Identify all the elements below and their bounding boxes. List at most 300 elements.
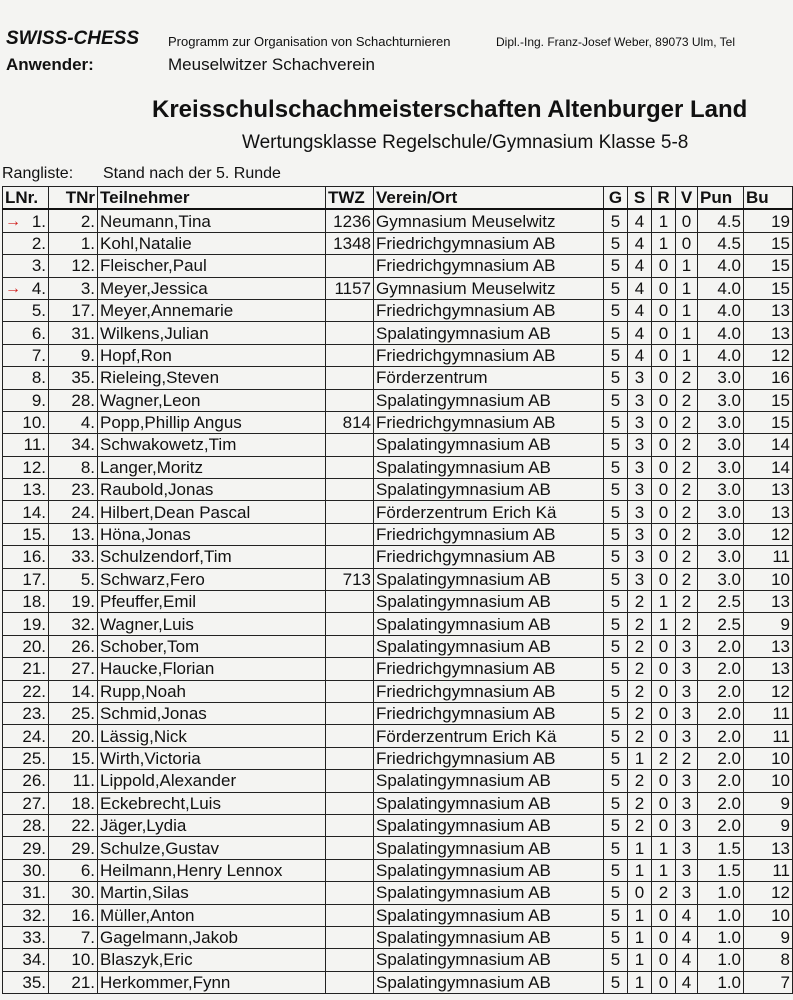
points-cell-text: 3.0 (717, 502, 741, 522)
losses-cell-text: 1 (681, 323, 692, 343)
games-cell-text: 5 (610, 435, 621, 455)
participant-cell (98, 232, 326, 254)
club-cell-text: Spalatingymnasium AB (376, 905, 551, 925)
ranking-label: Rangliste: (2, 165, 74, 182)
tnr-cell-text: 21. (71, 972, 95, 992)
games-cell-text: 5 (610, 793, 621, 813)
participant-cell-text: Martin,Silas (100, 883, 189, 903)
lnr-cell (3, 904, 49, 926)
draws-cell (652, 680, 676, 702)
games-cell-text: 5 (610, 726, 621, 746)
losses-cell (676, 299, 698, 321)
tnr-cell-text: 35. (71, 368, 95, 388)
tnr-cell-text: 27. (71, 659, 95, 679)
ranking-rows (3, 209, 793, 993)
buchholz-cell (744, 904, 793, 926)
wins-cell-text: 4 (634, 345, 645, 365)
lnr-cell (3, 591, 49, 613)
draws-cell (652, 322, 676, 344)
table-row (3, 568, 793, 590)
tnr-cell-text: 32. (71, 614, 95, 634)
losses-cell (676, 725, 698, 747)
table-row (3, 277, 793, 299)
games-cell-text: 5 (610, 950, 621, 970)
wins-cell (628, 658, 652, 680)
tnr-cell-text: 30. (71, 883, 95, 903)
lnr-cell (3, 792, 49, 814)
games-cell (604, 389, 628, 411)
participant-cell (98, 949, 326, 971)
buchholz-cell (744, 725, 793, 747)
twz-cell (326, 926, 374, 948)
losses-cell-text: 1 (681, 345, 692, 365)
tnr-cell-text: 10. (71, 950, 95, 970)
buchholz-cell-text: 13 (771, 838, 790, 858)
table-row (3, 926, 793, 948)
tnr-cell (49, 411, 98, 433)
draws-cell-text: 0 (658, 457, 669, 477)
tnr-cell-text: 14. (71, 681, 95, 701)
participant-cell-text: Lippold,Alexander (100, 771, 237, 791)
wins-cell (628, 501, 652, 523)
buchholz-cell-text: 9 (780, 793, 790, 813)
games-cell-text: 5 (610, 569, 621, 589)
points-cell (698, 299, 744, 321)
draws-cell (652, 479, 676, 501)
twz-cell-text: 713 (342, 569, 371, 589)
draws-cell-text: 0 (658, 278, 669, 298)
losses-cell-text: 3 (681, 816, 692, 836)
wins-cell-text: 3 (634, 569, 645, 589)
draws-cell (652, 747, 676, 769)
twz-cell-text: 1236 (333, 211, 371, 231)
draws-cell (652, 702, 676, 724)
tnr-cell-text: 34. (71, 435, 95, 455)
participant-cell (98, 971, 326, 993)
wins-cell-text: 3 (634, 457, 645, 477)
buchholz-cell-text: 13 (771, 502, 790, 522)
lnr-cell-text: 23. (22, 704, 46, 724)
buchholz-cell-text: 15 (771, 390, 790, 410)
games-cell (604, 456, 628, 478)
buchholz-cell (744, 523, 793, 545)
wins-cell-text: 3 (634, 435, 645, 455)
games-cell-text: 5 (610, 704, 621, 724)
buchholz-cell-text: 15 (771, 278, 790, 298)
club-cell-text: Friedrichgymnasium AB (376, 413, 556, 433)
club-cell (374, 568, 604, 590)
participant-cell-text: Raubold,Jonas (100, 480, 214, 500)
games-cell (604, 501, 628, 523)
tnr-cell (49, 926, 98, 948)
games-cell (604, 702, 628, 724)
club-cell-text: Friedrichgymnasium AB (376, 301, 556, 321)
participant-cell-text: Neumann,Tina (100, 211, 211, 231)
losses-cell-text: 1 (681, 278, 692, 298)
tnr-cell (49, 367, 98, 389)
participant-cell-text: Höna,Jonas (100, 525, 191, 545)
participant-cell (98, 770, 326, 792)
twz-cell-text: 1157 (334, 278, 371, 298)
buchholz-cell (744, 837, 793, 859)
games-cell (604, 882, 628, 904)
buchholz-cell-text: 9 (780, 928, 790, 948)
draws-cell (652, 859, 676, 881)
buchholz-cell (744, 389, 793, 411)
club-cell-text: Friedrichgymnasium AB (376, 345, 556, 365)
tnr-cell (49, 725, 98, 747)
draws-cell-text: 0 (658, 972, 669, 992)
points-cell (698, 479, 744, 501)
club-cell-text: Spalatingymnasium AB (376, 323, 551, 343)
points-cell (698, 949, 744, 971)
lnr-cell-text: 25. (22, 748, 46, 768)
games-cell-text: 5 (610, 614, 621, 634)
losses-cell-text: 3 (681, 726, 692, 746)
points-cell (698, 635, 744, 657)
twz-cell (326, 770, 374, 792)
draws-cell (652, 658, 676, 680)
draws-cell-text: 0 (658, 905, 669, 925)
participant-cell-text: Kohl,Natalie (100, 233, 192, 253)
losses-cell-text: 2 (681, 748, 692, 768)
draws-cell-text: 0 (658, 368, 669, 388)
draws-cell-text: 0 (658, 681, 669, 701)
wins-cell (628, 299, 652, 321)
games-cell (604, 613, 628, 635)
games-cell-text: 5 (610, 592, 621, 612)
draws-cell (652, 591, 676, 613)
games-cell (604, 859, 628, 881)
club-cell-text: Friedrichgymnasium AB (376, 681, 556, 701)
participant-cell-text: Hilbert,Dean Pascal (100, 502, 251, 522)
club-cell-text: Spalatingymnasium AB (376, 771, 551, 791)
tnr-cell (49, 434, 98, 456)
lnr-cell (3, 434, 49, 456)
wins-cell-text: 2 (634, 704, 645, 724)
games-cell-text: 5 (610, 928, 621, 948)
buchholz-cell-text: 19 (771, 211, 790, 231)
participant-cell-text: Schulze,Gustav (100, 838, 220, 858)
draws-cell (652, 299, 676, 321)
draws-cell (652, 367, 676, 389)
points-cell (698, 411, 744, 433)
participant-cell (98, 299, 326, 321)
wins-cell (628, 837, 652, 859)
losses-cell-text: 2 (681, 457, 692, 477)
tnr-cell (49, 949, 98, 971)
losses-cell-text: 2 (681, 569, 692, 589)
points-cell (698, 747, 744, 769)
buchholz-cell (744, 882, 793, 904)
points-cell-text: 1.5 (717, 860, 741, 880)
games-cell-text: 5 (610, 502, 621, 522)
lnr-cell (3, 680, 49, 702)
buchholz-cell (744, 255, 793, 277)
points-cell-text: 3.0 (717, 413, 741, 433)
losses-cell (676, 926, 698, 948)
tnr-cell-text: 6. (80, 860, 95, 880)
club-cell-text: Friedrichgymnasium AB (376, 748, 556, 768)
buchholz-cell (744, 277, 793, 299)
participant-cell-text: Wagner,Leon (100, 390, 201, 410)
club-cell (374, 904, 604, 926)
points-cell-text: 2.0 (717, 748, 741, 768)
games-cell-text: 5 (610, 637, 621, 656)
draws-cell-text: 0 (658, 793, 669, 813)
tnr-cell-text: 31. (71, 323, 95, 343)
lnr-cell-text: 14. (22, 502, 46, 522)
club-cell (374, 456, 604, 478)
buchholz-cell (744, 814, 793, 836)
draws-cell-text: 0 (658, 569, 669, 589)
twz-cell (326, 456, 374, 478)
twz-cell (326, 209, 374, 232)
buchholz-cell-text: 9 (780, 816, 790, 836)
tnr-cell-text: 19. (71, 592, 95, 612)
lnr-cell-text: 27. (22, 793, 46, 813)
lnr-cell-text: 31. (22, 883, 46, 903)
lnr-cell-text: 8. (31, 368, 46, 388)
points-cell (698, 322, 744, 344)
lnr-cell-text: 17. (22, 569, 46, 589)
twz-cell (326, 523, 374, 545)
draws-cell (652, 411, 676, 433)
club-cell-text: Friedrichgymnasium AB (376, 547, 556, 567)
participant-cell (98, 501, 326, 523)
games-cell (604, 232, 628, 254)
lnr-cell (3, 658, 49, 680)
participant-cell (98, 658, 326, 680)
points-cell-text: 4.0 (717, 345, 741, 365)
wins-cell-text: 4 (634, 301, 645, 321)
participant-cell-text: Popp,Phillip Angus (100, 413, 242, 433)
participant-cell (98, 456, 326, 478)
wins-cell (628, 546, 652, 568)
table-row (3, 613, 793, 635)
games-cell (604, 568, 628, 590)
buchholz-cell (744, 680, 793, 702)
tnr-cell (49, 658, 98, 680)
losses-cell (676, 277, 698, 299)
draws-cell-text: 0 (658, 502, 669, 522)
buchholz-cell-text: 10 (771, 748, 790, 768)
tnr-cell (49, 546, 98, 568)
lnr-cell (3, 725, 49, 747)
club-cell (374, 322, 604, 344)
lnr-cell-text: 11. (23, 435, 46, 455)
participant-cell-text: Fleischer,Paul (100, 256, 207, 276)
club-cell (374, 367, 604, 389)
points-cell-text: 4.0 (717, 301, 741, 321)
twz-cell (326, 613, 374, 635)
table-row (3, 411, 793, 433)
table-row (3, 546, 793, 568)
tnr-cell-text: 1. (80, 233, 95, 253)
participant-cell (98, 523, 326, 545)
wins-cell-text: 1 (634, 838, 645, 858)
tnr-cell (49, 904, 98, 926)
games-cell (604, 658, 628, 680)
wins-cell (628, 568, 652, 590)
draws-cell-text: 1 (658, 614, 669, 634)
draws-cell-text: 0 (658, 435, 669, 455)
twz-cell (326, 255, 374, 277)
lnr-cell (3, 322, 49, 344)
col-header-lnr: LNr. (3, 187, 49, 210)
wins-cell (628, 904, 652, 926)
col-header-buchholz: Bu (744, 187, 793, 210)
games-cell-text: 5 (610, 301, 621, 321)
games-cell-text: 5 (610, 681, 621, 701)
draws-cell (652, 232, 676, 254)
wins-cell-text: 2 (634, 614, 645, 634)
software-description: Programm zur Organisation von Schachturnieren (168, 34, 451, 49)
games-cell (604, 322, 628, 344)
table-row (3, 792, 793, 814)
lnr-cell-text: 34. (22, 950, 46, 970)
wins-cell-text: 2 (634, 681, 645, 701)
participant-cell (98, 209, 326, 232)
participant-cell-text: Eckebrecht,Luis (100, 793, 221, 813)
points-cell-text: 1.0 (717, 972, 741, 992)
buchholz-cell-text: 15 (771, 256, 790, 276)
games-cell-text: 5 (610, 345, 621, 365)
lnr-cell (3, 859, 49, 881)
points-cell-text: 4.5 (717, 211, 741, 231)
col-header-club: Verein/Ort (374, 187, 604, 210)
tnr-cell (49, 568, 98, 590)
wins-cell-text: 2 (634, 726, 645, 746)
wins-cell (628, 859, 652, 881)
games-cell (604, 792, 628, 814)
losses-cell (676, 479, 698, 501)
tnr-cell (49, 680, 98, 702)
participant-cell (98, 344, 326, 366)
participant-cell-text: Rieleing,Steven (100, 368, 220, 388)
twz-cell (326, 747, 374, 769)
lnr-cell-text: 1. (31, 211, 46, 231)
lnr-cell (3, 747, 49, 769)
draws-cell (652, 971, 676, 993)
games-cell-text: 5 (610, 525, 621, 545)
highlight-arrow-icon: → (5, 279, 21, 297)
participant-cell (98, 859, 326, 881)
tnr-cell (49, 792, 98, 814)
losses-cell (676, 456, 698, 478)
wins-cell (628, 635, 652, 657)
points-cell-text: 3.0 (717, 525, 741, 545)
losses-cell (676, 322, 698, 344)
buchholz-cell-text: 8 (780, 950, 790, 970)
club-cell (374, 613, 604, 635)
points-cell (698, 658, 744, 680)
lnr-cell (3, 411, 49, 433)
club-cell (374, 546, 604, 568)
participant-cell (98, 747, 326, 769)
buchholz-cell-text: 15 (771, 233, 790, 253)
buchholz-cell-text: 13 (771, 637, 790, 656)
club-cell (374, 747, 604, 769)
draws-cell-text: 0 (658, 256, 669, 276)
wins-cell-text: 1 (634, 860, 645, 880)
lnr-cell (3, 568, 49, 590)
tnr-cell (49, 389, 98, 411)
lnr-cell-text: 5. (31, 301, 46, 321)
games-cell (604, 635, 628, 657)
participant-cell (98, 882, 326, 904)
games-cell (604, 725, 628, 747)
losses-cell (676, 635, 698, 657)
draws-cell (652, 209, 676, 232)
wins-cell-text: 3 (634, 480, 645, 500)
buchholz-cell-text: 12 (771, 345, 790, 365)
buchholz-cell (744, 949, 793, 971)
buchholz-cell-text: 13 (771, 301, 790, 321)
wins-cell (628, 680, 652, 702)
games-cell (604, 367, 628, 389)
tnr-cell (49, 770, 98, 792)
losses-cell (676, 658, 698, 680)
losses-cell-text: 2 (681, 390, 692, 410)
losses-cell-text: 3 (681, 838, 692, 858)
club-cell (374, 859, 604, 881)
wins-cell-text: 3 (634, 502, 645, 522)
tnr-cell-text: 25. (71, 704, 95, 724)
tnr-cell (49, 814, 98, 836)
club-cell-text: Spalatingymnasium AB (376, 928, 551, 948)
games-cell-text: 5 (610, 233, 621, 253)
draws-cell-text: 0 (658, 525, 669, 545)
participant-cell-text: Hopf,Ron (100, 345, 172, 365)
games-cell (604, 434, 628, 456)
buchholz-cell-text: 11 (772, 547, 790, 567)
buchholz-cell (744, 232, 793, 254)
losses-cell-text: 2 (681, 480, 692, 500)
buchholz-cell (744, 635, 793, 657)
tnr-cell (49, 837, 98, 859)
participant-cell-text: Meyer,Annemarie (100, 301, 234, 321)
tnr-cell (49, 702, 98, 724)
tnr-cell (49, 971, 98, 993)
buchholz-cell-text: 10 (771, 905, 790, 925)
buchholz-cell (744, 747, 793, 769)
club-cell-text: Friedrichgymnasium AB (376, 659, 556, 679)
losses-cell-text: 2 (681, 547, 692, 567)
club-cell-text: Friedrichgymnasium AB (376, 256, 556, 276)
club-cell (374, 725, 604, 747)
participant-cell (98, 680, 326, 702)
club-cell (374, 814, 604, 836)
table-row (3, 479, 793, 501)
participant-cell (98, 591, 326, 613)
lnr-cell (3, 479, 49, 501)
participant-cell (98, 814, 326, 836)
table-row (3, 367, 793, 389)
participant-cell (98, 434, 326, 456)
table-row (3, 882, 793, 904)
draws-cell (652, 546, 676, 568)
points-cell (698, 837, 744, 859)
losses-cell (676, 837, 698, 859)
wins-cell (628, 814, 652, 836)
tnr-cell-text: 24. (71, 502, 95, 522)
points-cell (698, 456, 744, 478)
club-cell (374, 434, 604, 456)
twz-cell (326, 702, 374, 724)
lnr-cell (3, 949, 49, 971)
buchholz-cell-text: 15 (771, 413, 790, 433)
